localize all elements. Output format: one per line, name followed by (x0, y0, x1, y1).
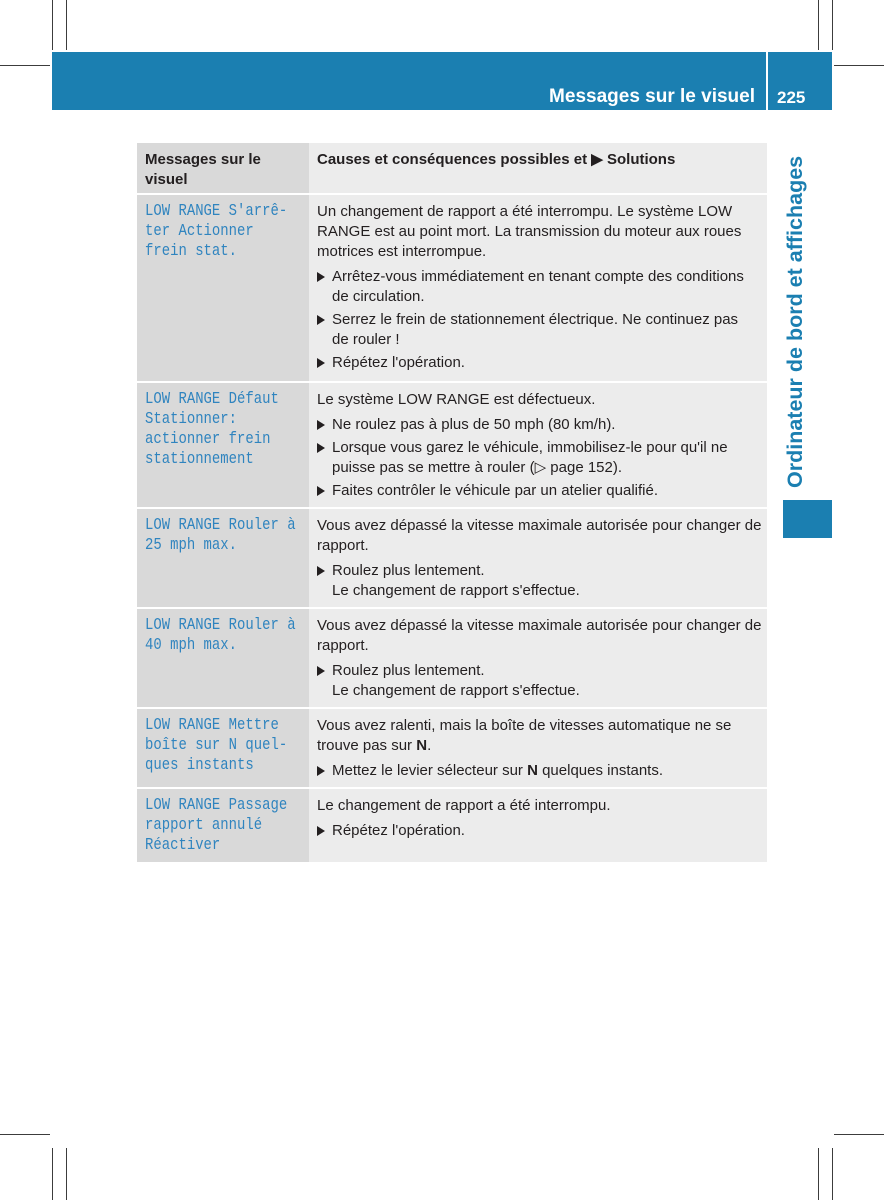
cause-text (317, 390, 759, 410)
cause-text (317, 616, 762, 656)
table-row (137, 383, 767, 507)
cause-line: rapport. (317, 637, 369, 654)
bullet-arrow-icon (317, 666, 325, 676)
display-message-cell (137, 509, 309, 607)
cause-text (317, 716, 759, 756)
section-title: Messages sur le visuel (549, 86, 755, 107)
crop-mark (818, 0, 819, 50)
solution-line: Serrez le frein de stationnement électrique. Ne continuez pas (332, 311, 739, 328)
bullet-arrow-icon (317, 272, 325, 282)
solution-line: Répétez l'opération. (332, 354, 465, 371)
cause-text (317, 796, 759, 816)
solution-step (317, 267, 759, 307)
crop-mark (0, 1134, 50, 1135)
cause-solution-cell (309, 609, 767, 707)
display-message-cell (137, 789, 309, 862)
bullet-arrow-icon (317, 486, 325, 496)
cause-solution-cell (309, 195, 767, 381)
table-row (137, 509, 767, 607)
table-row (137, 609, 767, 707)
display-message-cell (137, 383, 309, 507)
cause-solution-cell (309, 383, 767, 507)
cause-line: Vous avez dépassé la vitesse maximale autorisée pour changer de (317, 617, 762, 634)
cause-text (317, 202, 759, 262)
bullet-arrow-icon (317, 358, 325, 368)
crop-mark (818, 1148, 819, 1200)
table-row (137, 709, 767, 787)
solution-line: de rouler ! (332, 331, 400, 348)
crop-mark (834, 65, 884, 66)
bullet-arrow-icon (317, 420, 325, 430)
solution-line: Lorsque vous garez le véhicule, immobilisez-le pour qu'il ne (332, 439, 728, 456)
display-message-line: Réactiver (145, 836, 221, 855)
solution-line: Répétez l'opération. (332, 822, 465, 839)
display-message-line: Stationner: (145, 410, 238, 429)
gear-position-n: N (527, 762, 538, 779)
solution-line: Ne roulez pas à plus de 50 mph (80 km/h). (332, 416, 616, 433)
page-number-box (768, 52, 832, 110)
display-message-cell (137, 709, 309, 787)
cause-line: rapport. (317, 537, 369, 554)
solution-step (317, 353, 759, 373)
display-message-cell (137, 609, 309, 707)
cause-solution-cell (309, 709, 767, 787)
display-message-line: LOW RANGE Rouler à (145, 516, 296, 535)
solution-step (317, 481, 759, 501)
solution-line: puisse pas se mettre à rouler (▷ page 152). (332, 459, 623, 476)
table-header-row (137, 143, 767, 193)
cause-text-segment: . (427, 737, 432, 754)
cause-line: motrices est interrompue. (317, 243, 487, 260)
display-message-line: actionner frein (145, 430, 271, 449)
crop-mark (66, 0, 67, 50)
crop-mark (52, 1148, 53, 1200)
display-message-line: stationnement (145, 450, 254, 469)
display-message-line: frein stat. (145, 242, 238, 261)
crop-mark (52, 0, 53, 50)
display-message-line: LOW RANGE Rouler à (145, 616, 296, 635)
header-label-causes: Causes et conséquences possibles et ▶ Solutions (317, 151, 676, 168)
cause-line: Le système LOW RANGE est défectueux. (317, 391, 596, 408)
solution-line: Roulez plus lentement. (332, 662, 485, 679)
display-message-line: LOW RANGE Passage (145, 796, 288, 815)
bullet-arrow-icon (317, 443, 325, 453)
messages-table (137, 143, 767, 862)
solution-step (317, 561, 759, 601)
crop-mark (66, 1148, 67, 1200)
bullet-arrow-icon (317, 315, 325, 325)
display-message-line: boîte sur N quel- (145, 736, 288, 755)
page-number: 225 (777, 88, 806, 107)
solution-line: de circulation. (332, 288, 425, 305)
solution-line (332, 761, 759, 781)
display-message-line: 25 mph max. (145, 536, 238, 555)
crop-mark (834, 1134, 884, 1135)
cause-line: Vous avez dépassé la vitesse maximale autorisée pour changer de (317, 517, 762, 534)
solution-step (317, 821, 759, 841)
bullet-arrow-icon (317, 566, 325, 576)
header-bar (52, 52, 766, 110)
header-cell-messages (137, 143, 309, 193)
display-message-line: ter Actionner (145, 222, 254, 241)
display-message-line: rapport annulé (145, 816, 263, 835)
cause-line: Vous avez ralenti, mais la boîte de vitesses automatique ne se (317, 717, 732, 734)
chapter-tab-marker (783, 500, 832, 538)
table-row (137, 195, 767, 381)
solution-result-line: Le changement de rapport s'effectue. (332, 682, 580, 699)
chapter-tab-label: Ordinateur de bord et affichages (783, 155, 807, 488)
cause-text (317, 516, 762, 556)
solution-step (317, 438, 759, 478)
bullet-arrow-icon (317, 766, 325, 776)
solution-text-segment: quelques instants. (537, 762, 664, 779)
display-message-line: LOW RANGE Mettre (145, 716, 279, 735)
cause-solution-cell (309, 789, 767, 862)
cause-line: Le changement de rapport a été interrompu. (317, 797, 611, 814)
solution-line: Arrêtez-vous immédiatement en tenant compte des conditions (332, 268, 744, 285)
gear-position-n: N (416, 737, 428, 754)
display-message-line: LOW RANGE Défaut (145, 390, 279, 409)
header-label-messages: visuel (145, 171, 188, 188)
solution-line: Faites contrôler le véhicule par un atelier qualifié. (332, 482, 659, 499)
cause-line (317, 736, 759, 756)
table-row (137, 789, 767, 862)
solution-text-segment: Mettez le levier sélecteur sur (332, 762, 528, 779)
cause-solution-cell (309, 509, 767, 607)
solution-result-line: Le changement de rapport s'effectue. (332, 582, 580, 599)
header-label-messages: Messages sur le (145, 151, 261, 168)
cause-text-segment: trouve pas sur (317, 737, 417, 754)
solution-step (317, 415, 759, 435)
crop-mark (832, 0, 833, 50)
solution-step (317, 310, 759, 350)
header-cell-causes (309, 143, 767, 193)
bullet-arrow-icon (317, 826, 325, 836)
cause-line: Un changement de rapport a été interrompu. Le système LOW (317, 203, 733, 220)
crop-mark (0, 65, 50, 66)
display-message-line: ques instants (145, 756, 254, 775)
crop-mark (832, 1148, 833, 1200)
solution-step (317, 661, 759, 701)
display-message-line: 40 mph max. (145, 636, 238, 655)
solution-line: Roulez plus lentement. (332, 562, 485, 579)
display-message-line: LOW RANGE S'arrê- (145, 202, 288, 221)
solution-step (317, 761, 759, 781)
display-message-cell (137, 195, 309, 381)
cause-line: RANGE est au point mort. La transmission du moteur aux roues (317, 223, 742, 240)
